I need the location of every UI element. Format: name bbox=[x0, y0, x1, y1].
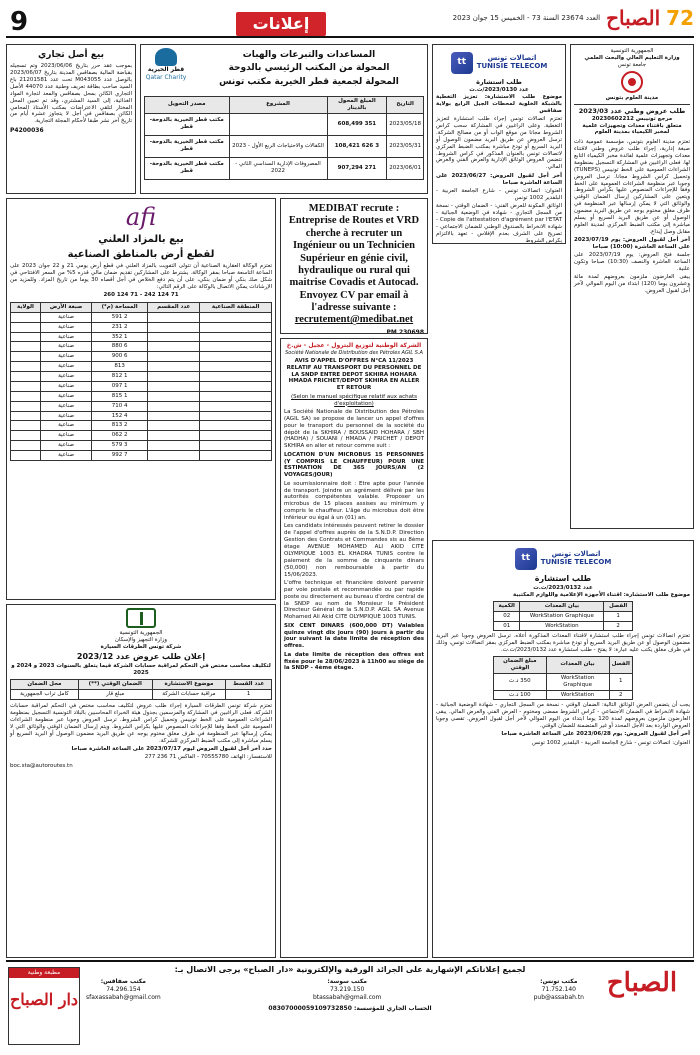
ministry-tender-ad bbox=[570, 44, 694, 529]
tt-title: طلب استشارة bbox=[476, 78, 522, 86]
medibat-recruitment-ad bbox=[280, 198, 428, 334]
sale-title: بيع أصل تجاري bbox=[38, 50, 104, 60]
ministry-name: وزارة التعليم العالي والبحث العلمي bbox=[584, 54, 680, 61]
tt-brand-ar: اتصالات تونس bbox=[487, 54, 537, 63]
roads-contact: للاستفسار: الهاتف 70555780 - الفاكس 71 236 277 bbox=[144, 754, 272, 761]
autoroutes-logo-icon bbox=[126, 608, 156, 628]
auction-body: تعتزم الوكالة العقارية الصناعية أن تتولى التفويت بالمزاد العلني في قطع أرض يومي 21 و 22 جوان 2023 على الساعة التاسعة صباحا بمقر الوكالة. يشترط على المشاركين تقديم ضمان مالي قدره 5% من السعر الافتتاحي في شكل صك بنكي أو ضمان بنكي، على أن يتم دفع الخلاص في أجل أقصاه 30 يوما من تاريخ المزاد. وللمزيد من الإرشادات يمكن الاتصال بالوكالة على الرقم التالي: bbox=[10, 263, 273, 290]
table-row: 6 900 صناعية bbox=[11, 352, 272, 362]
table-row: 1 WorkStation Graphique 02 bbox=[494, 611, 633, 621]
tender-title: طلب عروض وطني عدد 2023/03 bbox=[578, 106, 686, 115]
auction-table: المنطقة الصناعية عدد المقسم المساحة (م²) صبغة الأرض الولاية 2 591 صناعية 2 231 صناعية 1 352 صناعية 6 880 صناعية 6 900 صناعية 813 صناعية 1 812 صناعية 1 097 صناعية 1 815 صناعية 4 710 صناعية 4 152 صناعية 2 813 صناعية 2 062 صناعية 3 579 صناعية 7 992 صناعية bbox=[10, 302, 272, 461]
autoroutes-tender-ad bbox=[6, 604, 276, 958]
footer-right-logo: الصباح bbox=[606, 968, 678, 998]
land-auction-ad bbox=[6, 198, 276, 600]
table-row: 2 813 صناعية bbox=[11, 421, 272, 431]
table-row: 2 591 صناعية bbox=[11, 312, 272, 322]
medibat-email: recrutement@medibat.net bbox=[294, 314, 414, 326]
footer-sfax: مكتب صفاقس: 74.296.154 sfaxassabah@gmail.com bbox=[86, 978, 161, 1002]
tender-validity: يبقى العارضون ملزمون بعروضهم لمدة مائة وعشرون يوما (120) ابتداء من اليوم الموالي لآخر أجل لقبول العروض. bbox=[574, 274, 690, 295]
table-row: 2023/05/31 3 626 108,421 الكفالات والاحتياجات الربع الأول - 2023 مكتب قطر الخيرية بالدوحة-قطر bbox=[145, 135, 424, 157]
tt-subject: موضوع طلب الاستشارة: تعزيز التغطية بالشبكة الخلوية لمحطات الجيل الرابع بولاية صفاقس bbox=[436, 94, 562, 114]
tt-address: العنوان: اتصالات تونس - شارع الجامعة العربية - البلفدير 1002 تونس bbox=[436, 187, 562, 201]
roads-email: boc.sta@autoroutes.tn bbox=[10, 762, 73, 769]
city-name: مدينة العلوم بتونس bbox=[605, 94, 659, 101]
table-row: 2023/05/18 351 608,499 مكتب قطر الخيرية بالدوحة-قطر bbox=[145, 113, 424, 135]
auction-title2: لقطع أرض بالمناطق الصناعية bbox=[67, 248, 215, 260]
roads-republic: الجمهورية التونسية bbox=[119, 630, 163, 636]
table-row: 1 812 صناعية bbox=[11, 372, 272, 382]
table-row: 2023/06/01 271 907,294 المصروفات الإدارية السداسي الثاني - 2022 مكتب قطر الخيرية بالدوحة-قطر bbox=[145, 157, 424, 179]
tt-body: تعتزم اتصالات تونس إجراء طلب استشارة لتعزيز التغطية. وعلى الراغبين في المشاركة سحب كراس الشروط مجانا من موقع الواب أو من مصالح الشركة. ترسل العروض عن طريق البريد مضمون الوصول أو البريد السريع أو تودع مباشرة بمكتب الضبط المركزي لاتصالات تونس بالعنوان المذكور في كراس الشروط. تتضمن العروض الوثائق الإدارية والعرض الفني والعرض المالي. bbox=[436, 116, 562, 171]
auction-title1: بيع بالمزاد العلني bbox=[98, 234, 184, 245]
tender-ref: مرجع تونيبس 20230602212 bbox=[591, 115, 673, 122]
tt-consultation-ad-bottom bbox=[432, 540, 694, 958]
roads-body: تعتزم شركة تونس الطرقات السيارة إجراء طلب عروض لتكليف محاسب مختص في التحكم لمراقبة حسابات الشركة. فعلى الراغبين في المشاركة والمرسمين بجدول هيئة الخبراء المحاسبين بالبلاد التونسية التسجيل بمنظومة الشراءات العمومية على الخط تونيبس وتحميل كراس الشروط. ترسل العروض وجوبا عبر منظومة الشراءات العمومية على الخط وفقا للإجراءات المنصوص عليها بكراس الشروط. ويتم إرسال الضمان الوقتي والوثائق التي لا يمكن إرسالها عبر المنظومة في ظرف مغلق مختوم يوجه عن طريق البريد مضمون الوصول أو البريد السريع أو يسلم مباشرة إلى مكتب الضبط المركزي للشركة. bbox=[10, 703, 272, 744]
ministry-emblem-icon bbox=[621, 71, 643, 93]
qatar-charity-icon bbox=[155, 48, 177, 66]
issue-info: العدد 23674 السنة 73 - الخميس 15 جوان 2023 bbox=[452, 14, 601, 23]
tt2-extra: يجب أن يتضمن العرض الوثائق التالية: الضمان الوقتي - نسخة من السجل التجاري - شهادة الوضعية الجبائية - شهادة الانخراط في الضمان الاجتماعي - كراس الشروط ممضى ومختوم - العرض الفني والعرض المالي. يبقى العارضون ملزمون بعروضهم لمدة 120 يوما ابتداء من اليوم الموالي لآخر أجل لقبول العروض. تقصى وجوبا العروض الواردة بعد الأجل المحدد أو غير المتضمنة للضمان الوقتي. bbox=[436, 702, 690, 729]
qc-title1: المساعدات والتبرعات والهبات bbox=[242, 50, 376, 60]
tt2-address: العنوان: اتصالات تونس - شارع الجامعة العربية - البلفدير 1002 تونس bbox=[531, 739, 690, 746]
tt2-ref: عدد 2023/0132/ت.ت bbox=[533, 585, 593, 591]
auction-phone: 71 124 242 - 71 124 260 bbox=[103, 292, 179, 298]
tt2-guarantee-table: الفصل بيان المعدات مبلغ الضمان الوقتي 1 WorkStation Graphique 350 د.ت 2 WorkStation 100 د.ت bbox=[493, 656, 633, 700]
tt2-body: تعتزم اتصالات تونس إجراء طلب استشارة لاقتناء المعدات المذكورة أعلاه. ترسل العروض وجوبا عبر البريد مضمون الوصول أو عن طريق البريد السريع أو تودع مباشرة بمكتب الضبط المركزي بمقر اتصالات تونس، وذلك في ظرف مغلق يكتب عليه عبارة: لا يفتح - طلب استشارة عدد 2023/0132/ت.ت. bbox=[436, 633, 690, 654]
table-row: 2 WorkStation 100 د.ت bbox=[494, 690, 633, 700]
qc-table bbox=[144, 96, 424, 180]
tender-deadline: آخر أجل لقبول العروض: يوم 2023/07/19 على الساعة العاشرة (10:00) صباحا bbox=[574, 237, 690, 250]
table-row: 2 WorkStation 01 bbox=[494, 621, 633, 631]
sndp-body: La Société Nationale de Distribution des Pétroles (AGIL SA) se propose de lancer un appel d'offres pour le transport du personnel de la société du dépôt de la SKHIRA / BOUSSAID HOHARA / SBH (HADHA) / SOUANI / HMADA / FRICHET / DEPOT SKHIRA en aller et retour comme suit : bbox=[284, 408, 424, 450]
tt2-deadline: آخر أجل لقبول العروض: يوم 2023/06/28 على الساعة العاشرة صباحا bbox=[501, 731, 690, 738]
roads-subject: لتكليف محاسب مختص في التحكم لمراقبة حسابات الشركة فيما يتعلق بالسنوات 2023 و 2024 و 2025 bbox=[11, 662, 271, 676]
roads-company: شركة تونس الطرقات السيارة bbox=[100, 643, 182, 650]
masthead-logo: الصباح bbox=[606, 6, 661, 30]
roads-deadline: حدد آخر أجل لقبول العروض ليوم 2023/07/17 على الساعة العاشرة صباحا bbox=[71, 745, 272, 752]
tt-docs: الوثائق المكونة للعرض الفني: - الضمان الوقتي - نسخة من السجل التجاري - شهادة في الوضعية الجبائية - Copie de l'attestation d'agrément par l'ETAT - شهادة الانخراط بالصندوق الوطني للضمان الاجتماعي - تصريح على الشرف بعدم الإفلاس - تعهد بالالتزام بكراس الشروط bbox=[436, 203, 562, 244]
afi-logo-icon: afi bbox=[125, 203, 157, 231]
tt-brand-fr: TUNISIE TELECOM bbox=[476, 62, 548, 70]
business-sale-ad bbox=[6, 44, 136, 194]
tender-body: تعتزم مدينة العلوم بتونس، مؤسسة عمومية ذات صبغة إدارية، إجراء طلب عروض وطني لاقتناء معدات وتجهيزات علمية لفائدة مخبر الكيمياء التابع لها. فعلى الراغبين في المشاركة التسجيل بمنظومة الشراءات العمومية على الخط تونيبس (TUNEPS) وتحميل كراس الشروط مجانا. ترسل العروض وجوبا عبر منظومة الشراءات العمومية على الخط وفقا للإجراءات المنصوص عليها بكراس الشروط. ويتعين على المشاركين إرسال الضمان الوقتي والوثائق التي لا يمكن إرسالها عبر المنظومة في ظرف مغلق مختوم يوجه عن طريق البريد مضمون الوصول أو عن طريق البريد السريع أو يسلم مباشرة إلى مكتب الضبط المركزي لمدينة العلوم مقابل وصل إيداع. bbox=[574, 139, 690, 235]
tt-logo-icon: tt bbox=[515, 548, 537, 570]
masthead-number: 72 bbox=[666, 6, 694, 30]
qc-brand-en: Qatar Charity bbox=[145, 73, 187, 81]
sndp-caution: SIX CENT DINARS (600,000 DT) Valables quinze vingt dix jours (90) jours à partir du jour suivant la date limite de réception des offres. bbox=[284, 622, 424, 650]
tt-ref: عدد 2023/0130/ت.ت bbox=[469, 87, 529, 94]
table-row: 1 مراقبة حسابات الشركة مبلغ قار كامل تراب الجمهورية bbox=[11, 690, 272, 700]
sndp-docs: Les candidats intéressés peuvent retirer le dossier de l'appel d'offres auprès de la S.N.D.P. Direction Gestion des Contrats et Commandes sis au 8ème étage AVENUE MOHAMED ALI AKID CITE OLYMPIQUE 1003 EL KHADRA TUNIS contre le paiement de la somme de cinquante dinars (50,000) non remboursable à partir du 15/06/2023. bbox=[284, 523, 424, 578]
tt2-subject: موضوع طلب الاستشارة: اقتناء الأجهزة الإعلامية واللوازم المكتبية bbox=[513, 591, 690, 598]
republic-label: الجمهورية التونسية bbox=[610, 48, 654, 54]
tender-opening: جلسة فتح العروض: يوم 2023/07/19 على الساعة العاشرة والنصف (10:30) صباحا وتكون علنية. bbox=[574, 252, 691, 272]
table-row: 1 097 صناعية bbox=[11, 381, 272, 391]
roads-table: عدد القسط موضوع الاستشارة الضمان الوقتي (**) محل الضمان 1 مراقبة حسابات الشركة مبلغ قار كامل تراب الجمهورية bbox=[10, 679, 272, 700]
qc-logo bbox=[144, 48, 188, 81]
table-row: 2 062 صناعية bbox=[11, 431, 272, 441]
footer-tunis: مكتب تونس: 71.752.140 pub@assabah.tn bbox=[533, 978, 584, 1002]
tt-logo bbox=[436, 52, 562, 74]
table-row: 4 152 صناعية bbox=[11, 411, 272, 421]
qc-th-amount: المبلغ المحول بالدينار bbox=[327, 96, 387, 113]
footer-banner bbox=[6, 960, 694, 1049]
medibat-body: Entreprise de Routes et VRD cherche à recruter un Ingénieur ou un Technicien Supérieur en génie civil, hydraulique ou rural qui maitrise Covadis et Autocad. bbox=[288, 215, 420, 289]
medibat-code: PM 230698 bbox=[386, 328, 424, 334]
section-title: إعلانات bbox=[236, 12, 326, 36]
footer-bank: الحساب الجاري للمؤسسة: 08307000059109732850 bbox=[268, 1005, 432, 1013]
footer-sousse: مكتب سوسة: 73.219.150 btassabah@gmail.com bbox=[312, 978, 382, 1002]
qatar-charity-ad bbox=[140, 44, 428, 194]
sndp-brand-fr: Société Nationale de Distribution des Pétroles AGIL S.A bbox=[285, 349, 423, 356]
tt2-items-table: الفصل بيان المعدات الكمية 1 WorkStation Graphique 02 2 WorkStation 01 bbox=[493, 601, 633, 632]
qc-th-date: التاريخ bbox=[387, 96, 424, 113]
table-row: 6 880 صناعية bbox=[11, 342, 272, 352]
table-row: 3 579 صناعية bbox=[11, 441, 272, 451]
page-number: 9 bbox=[10, 7, 29, 37]
medibat-headline: MEDIBAT recrute : bbox=[308, 203, 400, 214]
qc-brand-ar: قطر الخيرية bbox=[147, 66, 185, 73]
qc-title2: المحولة من المكتب الرئيسي بالدوحة bbox=[228, 63, 390, 74]
sndp-tender-ad bbox=[280, 338, 428, 958]
tt-consultation-ad-top bbox=[432, 44, 566, 244]
page-header bbox=[6, 6, 694, 38]
sndp-title: AVIS D'APPEL D'OFFRES N°CA 11/2023 RELATIF AU TRANSPORT DU PERSONNEL DE LA SNDP ENTRE DEPOT SKHIRA HOHARA HMADA FRICHET/DEPOT SKHIRA EN ALLER ET RETOUR bbox=[286, 357, 422, 392]
tt-logo-icon: tt bbox=[451, 52, 473, 74]
masthead bbox=[453, 6, 694, 31]
sndp-subtitle: (Selon le manuel spécifique relatif aux achats d'exploitation) bbox=[291, 393, 417, 407]
qc-th-project: المشروع bbox=[229, 96, 327, 113]
qc-title3: المحولة لجمعية قطر الخيرية مكتب تونس bbox=[219, 76, 399, 87]
table-row: 1 WorkStation Graphique 350 د.ت bbox=[494, 673, 633, 690]
footer-title: لجميع إعلاناتكم الإشهارية على الجرائد الورقية والإلكترونية «دار الصباح» يرجى الاتصال بـ: bbox=[174, 965, 526, 974]
table-row: 813 صناعية bbox=[11, 362, 272, 372]
table-row: 7 992 صناعية bbox=[11, 451, 272, 461]
table-row: 2 231 صناعية bbox=[11, 322, 272, 332]
tt-deadline: آخر أجل لقبول العروض: 2023/06/27 على الساعة العاشرة صباحا bbox=[436, 172, 563, 186]
tt-logo-bottom: اتصالات تونس TUNISIE TELECOM tt bbox=[436, 548, 690, 570]
sndp-brand-ar: الشركة الوطنية لتوزيع البترول - عجيل - ش.خ bbox=[286, 342, 422, 349]
sndp-offer: L'offre technique et financière doivent parvenir par voie postale et recommandée ou par rapide poste ou directement au bureau d'ordre central de la SNDP au nom de Monsieur le Président Directeur Général de la S.N.D.P. AGIL SA Avenue Mohamed Ali Akid CITE OLYMPIQUE 1003 TUNIS. bbox=[284, 579, 424, 621]
sndp-deadline: La date limite de réception des offres est fixée pour le 28/06/2023 à 11h00 au siège de la SNDP - 4ème étage. bbox=[284, 651, 424, 672]
sale-code: P4200036 bbox=[10, 127, 44, 135]
roads-ministry: وزارة التجهيز والإسكان bbox=[114, 636, 168, 643]
table-row: 4 710 صناعية bbox=[11, 401, 272, 411]
table-row: 1 352 صناعية bbox=[11, 332, 272, 342]
qc-th-source: مصدر التحويل bbox=[145, 96, 230, 113]
medibat-cta: Envoyez CV par email à l'adresse suivante : bbox=[299, 289, 409, 313]
roads-title: إعلان طلب عروض عدد 2023/12 bbox=[76, 651, 206, 661]
tender-subject: متعلق باقتناء معدات وتجهيزات علمية لمخبر الكيمياء بمدينة العلوم bbox=[582, 122, 682, 136]
university-name: جامعة تونس bbox=[617, 61, 647, 68]
tt2-title: طلب استشارة bbox=[534, 574, 592, 583]
table-row: 1 815 صناعية bbox=[11, 391, 272, 401]
sale-body: بموجب عقد حرر بتاريخ 2023/06/06 وتم تسجيله بقباضة المالية بصفاقس المدينة بتاريخ 2023/06/07 بالوصل عدد M043055 تحت عدد 21201581 باع السيد صاحب بطاقة تعريف وطنية عدد 44070 الأصل التجاري الكائن بمحل بصفاقس والمعد لتجارة المواد الغذائية، إلى السيد المشتري، وقد تم تعيين المحل المختار لتلقي الاعتراضات بمكتب الأستاذ المحامي الكائن بصفاقس في أجل لا يتجاوز عشرة أيام من تاريخ آخر نشر طبقا لأحكام المجلة التجارية. bbox=[10, 63, 133, 125]
footer-left-logo: مطبعة وطنية دار الصباح bbox=[8, 967, 80, 1045]
sndp-cond: Le soumissionnaire doit : Etre apte pour l'année de transport. Joindre un agrément délivré par les autorités compétentes valable. Proposer un microbus de 15 places assises au minimum y compris le chauffeur. L'âge du microbus doit être inférieur ou égal à un (01) an. bbox=[284, 480, 424, 521]
sndp-item: LOCATION D'UN MICROBUS 15 PERSONNES (Y COMPRIS LE CHAUFFEUR) POUR UNE ESTIMATION DE 365 JOURS/AN (2 VOYAGES/JOUR) bbox=[284, 451, 424, 479]
